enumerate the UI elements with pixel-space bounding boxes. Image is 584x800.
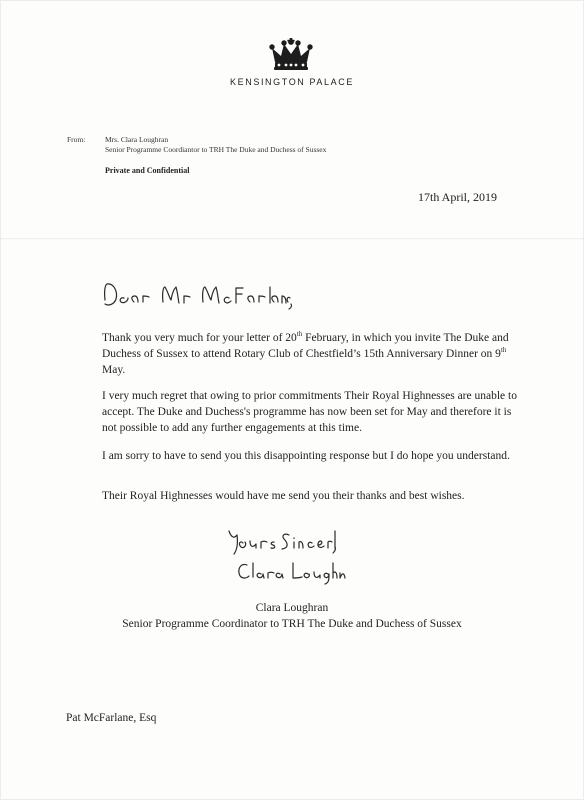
body-paragraph-3: I am sorry to have to send you this disappointing response but I do hope you understand. [102,450,510,462]
recipient-name: Pat McFarlane, Esq [66,712,157,724]
paragraph-1-text-end: May. [102,364,126,376]
handwritten-closing [227,527,337,557]
body-paragraph-4: Their Royal Highnesses would have me send you their thanks and best wishes. [102,490,465,502]
body-paragraph-1 [102,330,522,378]
handwritten-signature [236,559,346,585]
paragraph-1-text-middle: February, in which you invite The Duke and Duchess of Sussex to attend Rotary Club of Chestfield’s 15th Anniversary Dinner on 9 [102,332,509,360]
confidentiality-label: Private and Confidential [105,166,190,175]
body-paragraph-2: I very much regret that owing to prior commitments Their Royal Highnesses are unable to accept. The Duke and Duchess's programme has now been set for May and therefore it is not possible to add any further engagements at this time. [102,390,517,434]
letter-date: 17th April, 2019 [418,190,498,204]
letterhead-title: KENSINGTON PALACE [230,77,354,87]
superscript-th-2: th [500,346,507,355]
signer-name: Clara Loughran [255,602,329,614]
paper-fold-line [0,238,584,240]
from-label: From: [67,135,86,144]
handwritten-salutation [102,282,292,312]
crown-icon [262,38,320,72]
sender-title: Senior Programme Coordiantor to TRH The Duke and Duchess of Sussex [105,145,327,154]
sender-name: Mrs. Clara Loughran [105,135,169,144]
superscript-th-1: th [296,330,303,339]
signer-title: Senior Programme Coordinator to TRH The Duke and Duchess of Sussex [122,618,462,630]
paragraph-1-text-start: Thank you very much for your letter of 20 [102,332,297,344]
